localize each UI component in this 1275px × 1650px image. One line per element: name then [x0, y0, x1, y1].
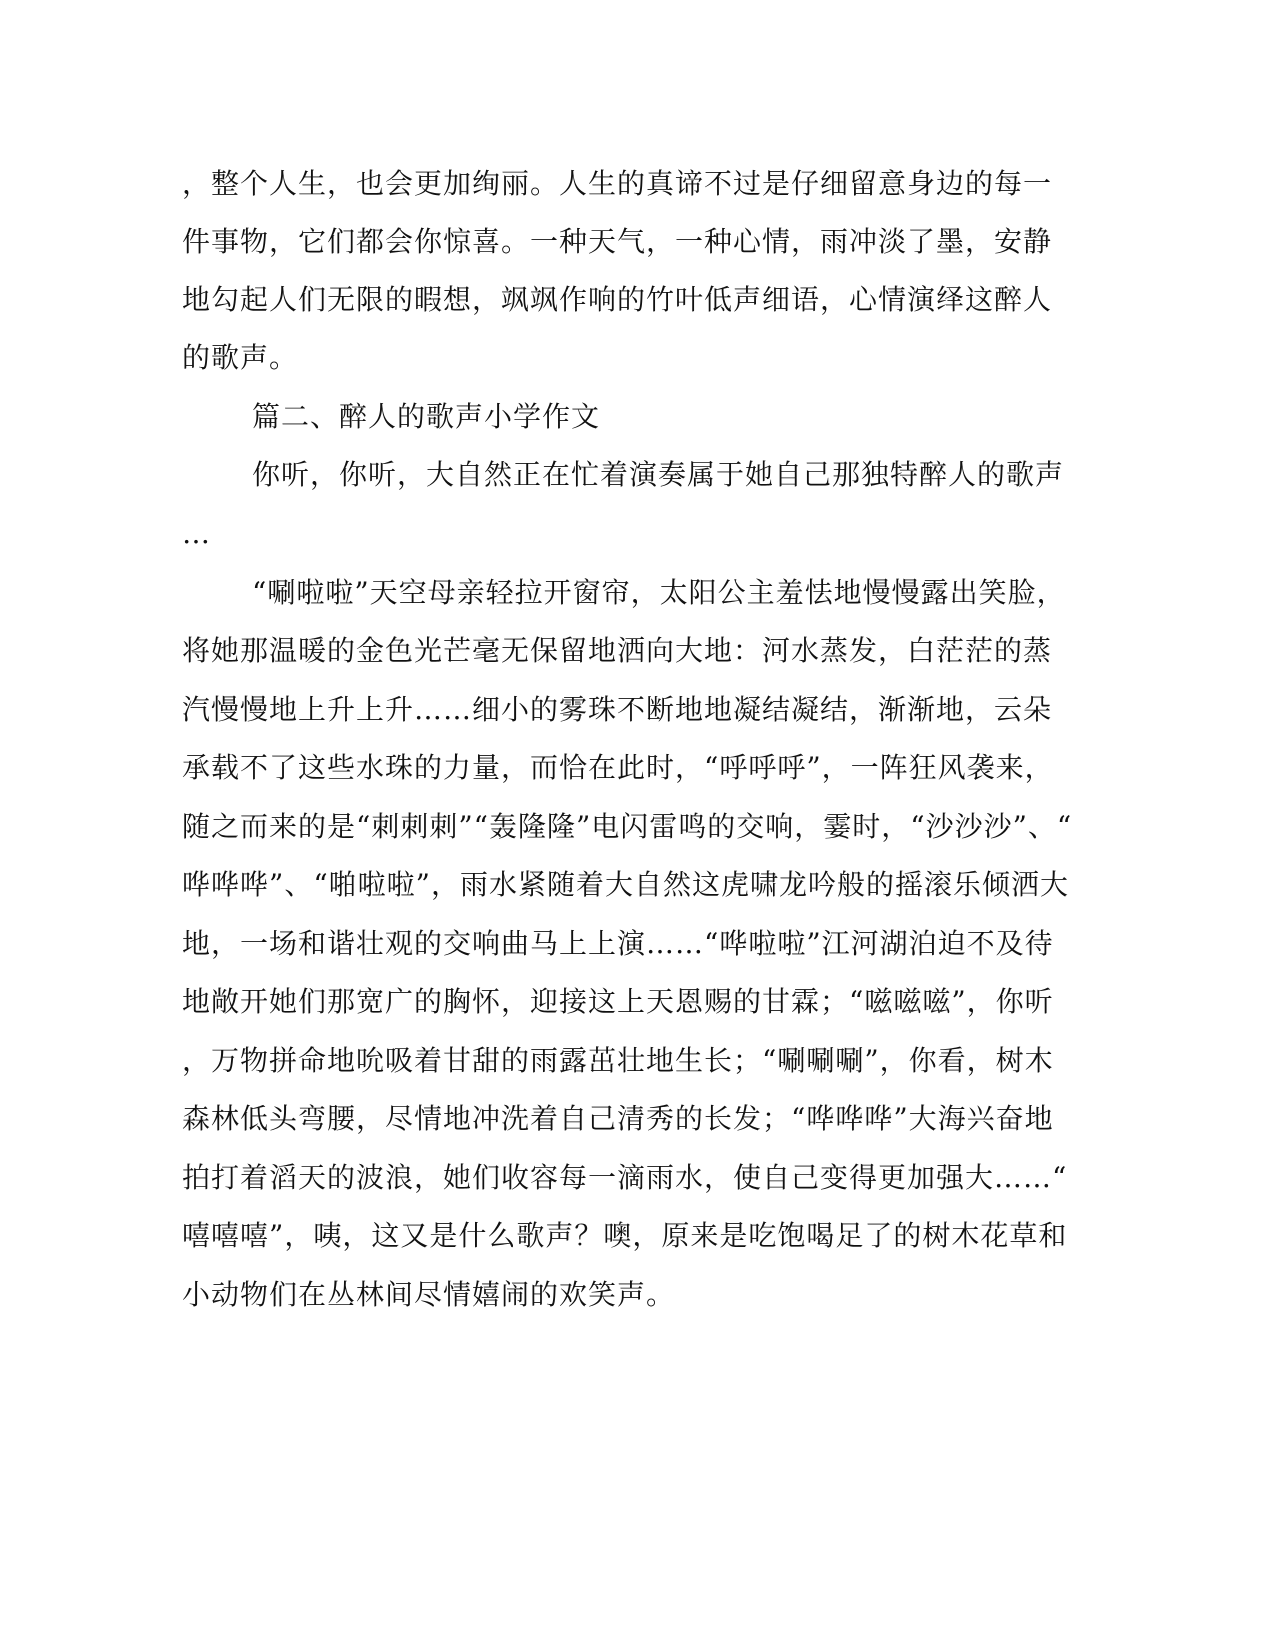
text-line: 的歌声。	[182, 341, 299, 374]
text-line: 件事物，它们都会你惊喜。一种天气，一种心情，雨冲淡了墨，安静	[182, 225, 1053, 258]
text-line: 汽慢慢地上升上升……细小的雾珠不断地地凝结凝结，渐渐地，云朵	[182, 693, 1053, 726]
text-line: 随之而来的是“刺刺刺”“轰隆隆”电闪雷鸣的交响，霎时，“沙沙沙”、“	[182, 810, 1073, 843]
text-line: 森林低头弯腰，尽情地冲洗着自己清秀的长发；“哗哗哗”大海兴奋地	[182, 1102, 1054, 1135]
text-line: 将她那温暖的金色光芒毫无保留地洒向大地：河水蒸发，白茫茫的蒸	[182, 634, 1053, 667]
text-line: 你听，你听，大自然正在忙着演奏属于她自己那独特醉人的歌声	[252, 458, 1065, 491]
section-heading: 篇二、醉人的歌声小学作文	[252, 400, 601, 433]
text-line: ，整个人生，也会更加绚丽。人生的真谛不过是仔细留意身边的每一	[182, 167, 1053, 200]
text-line: 地，一场和谐壮观的交响曲马上上演……“哗啦啦”江河湖泊迫不及待	[182, 927, 1054, 960]
text-line: …	[182, 517, 211, 550]
text-line: “唰啦啦”天空母亲轻拉开窗帘，太阳公主羞怯地慢慢露出笑脸，	[252, 576, 1066, 609]
text-line: ，万物拼命地吮吸着甘甜的雨露茁壮地生长；“唰唰唰”，你看，树木	[182, 1044, 1054, 1077]
text-line: 地勾起人们无限的暇想，飒飒作响的竹叶低声细语，心情演绎这醉人	[182, 283, 1053, 316]
text-line: 嘻嘻嘻”，咦，这又是什么歌声？噢，原来是吃饱喝足了的树木花草和	[182, 1219, 1068, 1252]
text-line: 拍打着滔天的波浪，她们收容每一滴雨水，使自己变得更加强大……“	[182, 1161, 1068, 1194]
text-line: 承载不了这些水珠的力量，而恰在此时，“呼呼呼”，一阵狂风袭来，	[182, 751, 1054, 784]
text-line: 地敞开她们那宽广的胸怀，迎接这上天恩赐的甘霖；“嗞嗞嗞”，你听	[182, 985, 1054, 1018]
text-line: 小动物们在丛林间尽情嬉闹的欢笑声。	[182, 1278, 676, 1311]
text-line: 哗哗哗”、“啪啦啦”，雨水紧随着大自然这虎啸龙吟般的摇滚乐倾洒大	[182, 868, 1069, 901]
